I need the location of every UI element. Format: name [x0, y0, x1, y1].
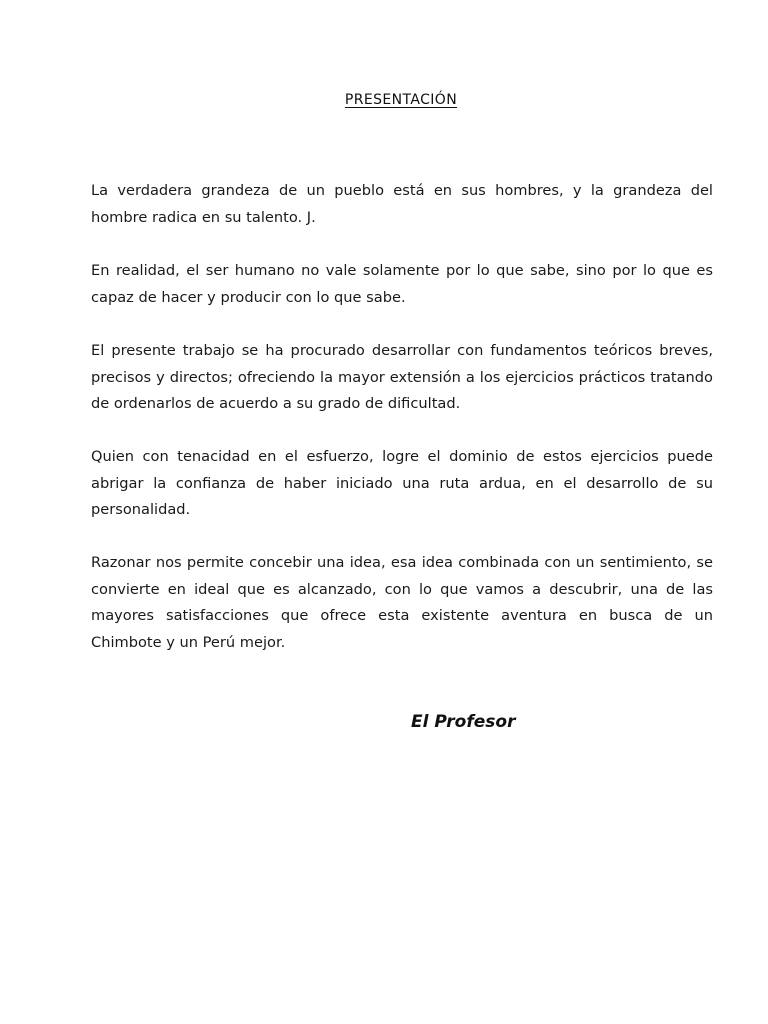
paragraph-3: El presente trabajo se ha procurado desarrollar con fundamentos teóricos breves, precisos y directos; ofreciendo la mayor extensión a los ejercicios prácticos tratando de ordenarlos de acuerdo a su grado de dificultad. [91, 342, 713, 412]
signature: El Profesor [411, 712, 516, 732]
paragraph-2: En realidad, el ser humano no vale solamente por lo que sabe, sino por lo que es capaz de hacer y producir con lo que sabe. [91, 262, 713, 306]
page-title: PRESENTACIÓN [344, 92, 458, 108]
paragraph-5: Razonar nos permite concebir una idea, esa idea combinada con un sentimiento, se convierte en ideal que es alcanzado, con lo que vamos a descubrir, una de las mayores satisfacciones que ofrece esta existente aventura en busca de un Chimbote y un Perú mejor. [91, 554, 713, 651]
paragraph-1: La verdadera grandeza de un pueblo está en sus hombres, y la grandeza del hombre radica en su talento. J. [91, 182, 713, 226]
paragraph-4: Quien con tenacidad en el esfuerzo, logre el dominio de estos ejercicios puede abrigar la confianza de haber iniciado una ruta ardua, en el desarrollo de su personalidad. [91, 448, 713, 518]
